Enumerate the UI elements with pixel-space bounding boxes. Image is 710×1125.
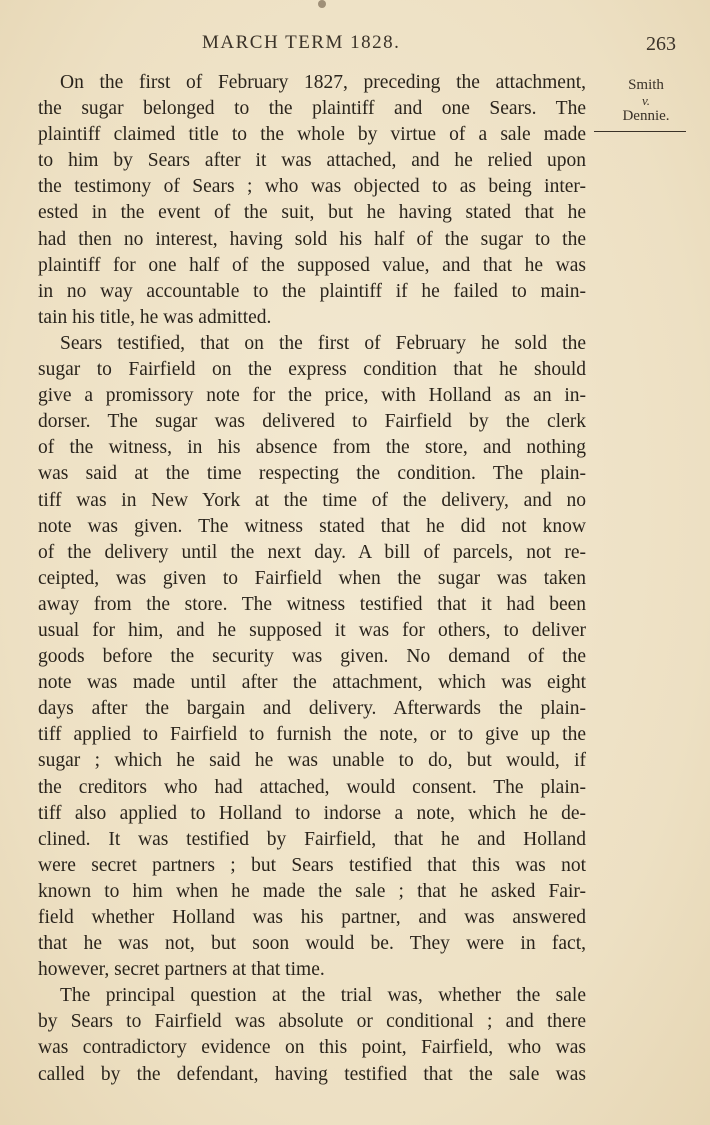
text-line: by Sears to Fairfield was absolute or conditional ; and there: [38, 1011, 586, 1033]
text-line: in no way accountable to the plaintiff if he failed to main-: [38, 280, 586, 302]
text-line: was contradictory evidence on this point, Fairfield, who was: [38, 1037, 586, 1059]
text-line: note was given. The witness stated that he did not know: [38, 515, 586, 537]
text-line: however, secret partners at that time.: [38, 959, 325, 981]
text-line: sugar ; which he said he was unable to do, but would, if: [38, 750, 586, 772]
page-number: 263: [646, 33, 676, 55]
text-line: clined. It was testified by Fairfield, that he and Holland: [38, 828, 586, 850]
text-line: of the delivery until the next day. A bill of parcels, not re-: [38, 541, 586, 563]
text-line: were secret partners ; but Sears testified that this was not: [38, 854, 586, 876]
text-line: to him by Sears after it was attached, and he relied upon: [38, 150, 586, 172]
paragraph-3: [38, 983, 586, 1087]
text-line: plaintiff for one half of the supposed value, and that he was: [38, 254, 586, 276]
paragraph-2: [38, 331, 586, 983]
text-line: called by the defendant, having testified that the sale was: [38, 1063, 586, 1085]
text-line: field whether Holland was his partner, and was answered: [38, 907, 586, 928]
text-line: On the first of February 1827, preceding the attachment,: [60, 72, 586, 93]
text-line: tain his title, he was admitted.: [38, 306, 272, 328]
text-line: of the witness, in his absence from the store, and nothing: [38, 437, 586, 459]
text-line: had then no interest, having sold his half of the sugar to the: [38, 228, 586, 250]
text-line: tiff was in New York at the time of the delivery, and no: [38, 489, 586, 511]
running-head: MARCH TERM 1828.: [202, 32, 401, 53]
text-line: The principal question at the trial was, whether the sale: [60, 985, 586, 1007]
sidenote-rule: [594, 131, 686, 132]
text-line: give a promissory note for the price, with Holland as an in-: [38, 385, 586, 407]
case-sidenote: [606, 76, 686, 125]
text-line: note was made until after the attachment, which was eight: [38, 672, 586, 694]
text-line: away from the store. The witness testified that it had been: [38, 593, 586, 615]
text-line: the creditors who had attached, would consent. The plain-: [38, 776, 586, 798]
text-line: tiff also applied to Holland to indorse a note, which he de-: [38, 802, 586, 824]
text-line: ested in the event of the suit, but he having stated that he: [38, 202, 586, 224]
text-line: Sears testified, that on the first of February he sold the: [60, 332, 586, 354]
sidenote-defendant: Dennie.: [622, 108, 670, 124]
text-line: plaintiff claimed title to the whole by virtue of a sale made: [38, 124, 586, 146]
body-text: [38, 70, 586, 1088]
text-line: dorser. The sugar was delivered to Fairfield by the clerk: [38, 411, 586, 433]
text-line: usual for him, and he supposed it was for others, to deliver: [38, 619, 586, 641]
sidenote-plaintiff: Smith: [628, 77, 664, 93]
page-header: [0, 30, 710, 60]
text-line: known to him when he made the sale ; that he asked Fair-: [38, 880, 586, 902]
text-line: goods before the security was given. No demand of the: [38, 646, 586, 668]
text-line: sugar to Fairfield on the express condition that he should: [38, 359, 586, 381]
text-line: days after the bargain and delivery. Afterwards the plain-: [38, 698, 586, 720]
text-line: tiff applied to Fairfield to furnish the note, or to give up the: [38, 724, 586, 746]
text-line: the sugar belonged to the plaintiff and one Sears. The: [38, 98, 586, 120]
text-line: was said at the time respecting the condition. The plain-: [38, 463, 586, 485]
text-line: that he was not, but soon would be. They were in fact,: [38, 933, 586, 955]
ink-mark: [318, 0, 326, 8]
sidenote-versus: v.: [641, 93, 651, 108]
paragraph-1: [38, 70, 586, 331]
text-line: ceipted, was given to Fairfield when the sugar was taken: [38, 567, 586, 589]
text-line: the testimony of Sears ; who was objected to as being inter-: [38, 176, 586, 198]
